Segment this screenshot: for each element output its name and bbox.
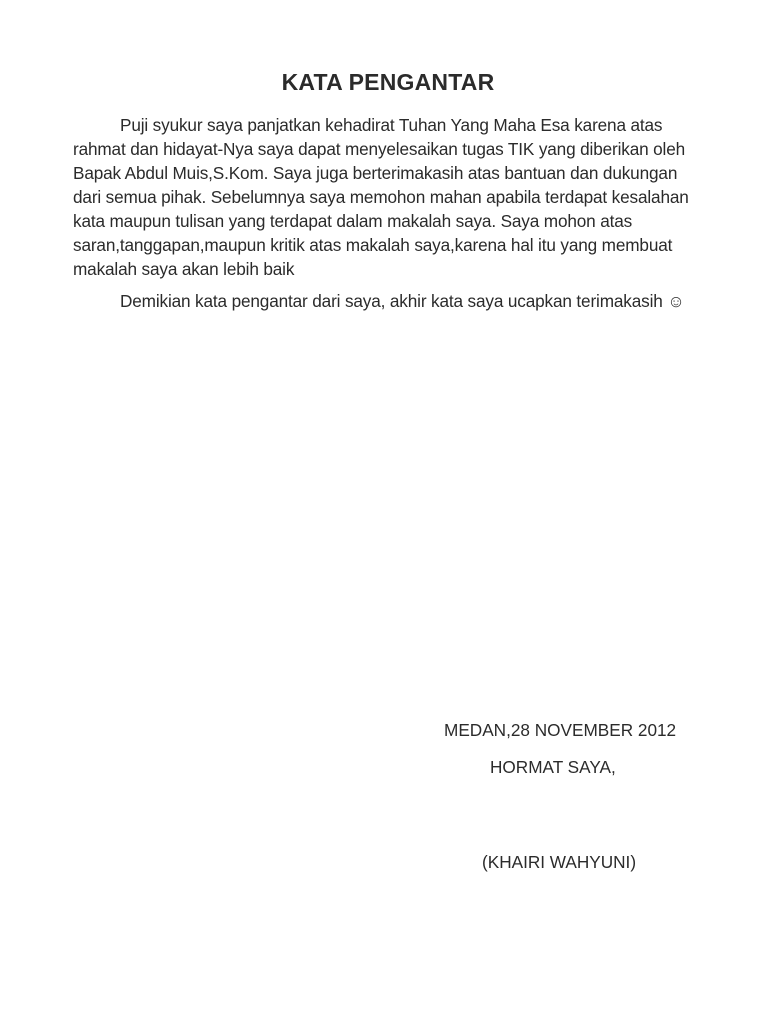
regards-line: HORMAT SAYA,: [490, 757, 616, 777]
paragraph-intro: Puji syukur saya panjatkan kehadirat Tuhan Yang Maha Esa karena atas rahmat dan hidayat-Nya saya dapat menyelesaikan tugas TIK yang diberikan oleh Bapak Abdul Muis,S.Kom. Saya juga berterimakasih atas bantuan dan dukungan dari semua pihak. Sebelumnya saya memohon mahan apabila terdapat kesalahan kata maupun tulisan yang terdapat dalam makalah saya. Saya mohon atas saran,tanggapan,maupun kritik atas makalah saya,karena hal itu yang membuat makalah saya akan lebih baik: [73, 115, 689, 279]
paragraph-closing-remark: Demikian kata pengantar dari saya, akhir kata saya ucapkan terimakasih ☺: [120, 291, 685, 311]
document-body: [73, 113, 698, 313]
page-title: KATA PENGANTAR: [281, 69, 495, 95]
signer-name: (KHAIRI WAHYUNI): [482, 852, 637, 872]
place-date: MEDAN,28 NOVEMBER 2012: [444, 720, 677, 740]
